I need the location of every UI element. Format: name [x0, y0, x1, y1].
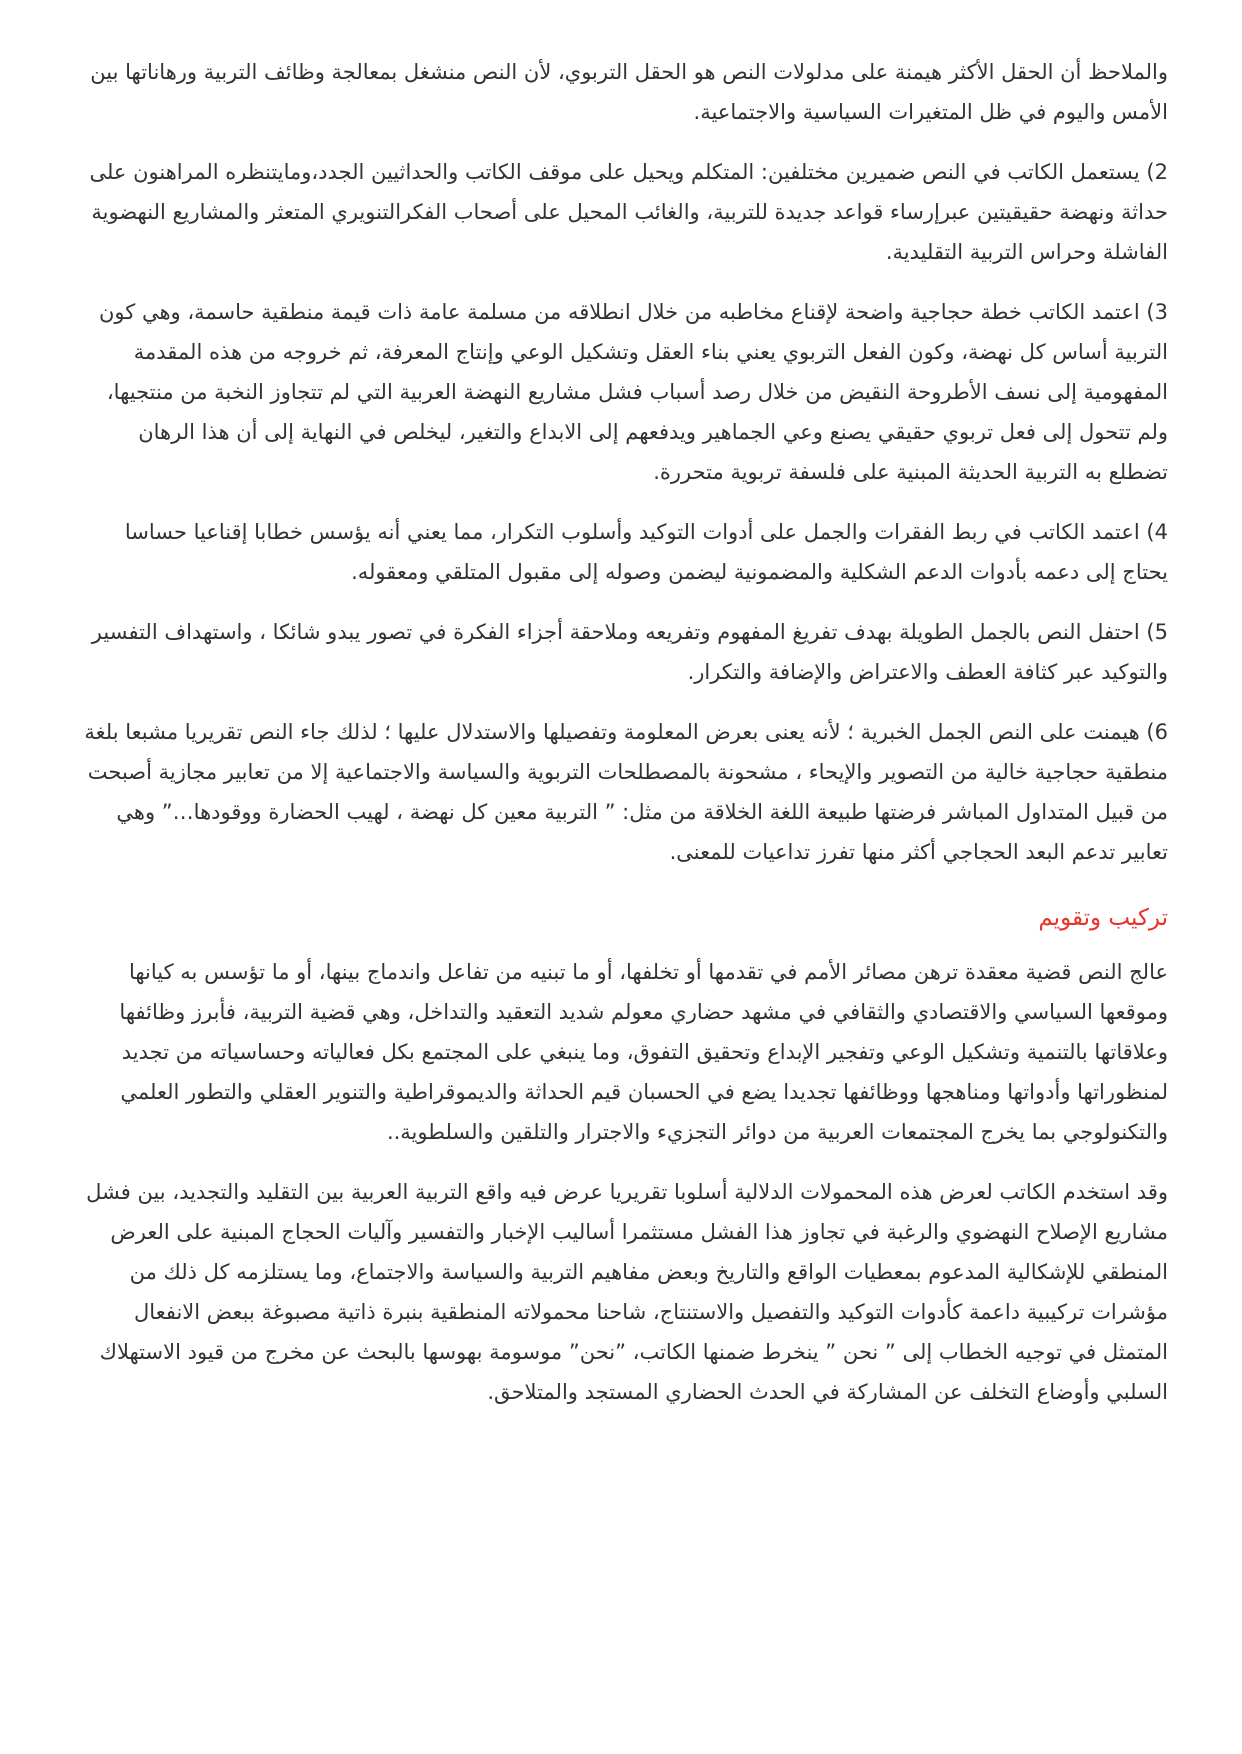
paragraph-point-2: 2) يستعمل الكاتب في النص ضميرين مختلفين: المتكلم ويحيل على موقف الكاتب والحداثيين الجدد،ومايتنظره المراهنون على حداثة ونهضة حقيقيتين عبرإرساء قواعد جديدة للتربية، والغائب المحيل على أصحاب الفكرالتنويري المتعثر والمشاريع النهضوية الفاشلة وحراس التربية التقليدية. [89, 160, 1168, 264]
paragraph-point-6: 6) هيمنت على النص الجمل الخبرية ؛ لأنه يعنى بعرض المعلومة وتفصيلها والاستدلال عليها ؛ لذلك جاء النص تقريريا مشبعا بلغة منطقية حجاجية خالية من التصوير والإيحاء ، مشحونة بالمصطلحات التربوية والسياسة والاجتماعية إلا من تعابير مجازية أصبحت من قبيل المتداول المباشر فرضتها طبيعة اللغة الخلاقة من مثل: ” التربية معين كل نهضة ، لهيب الحضارة ووقودها…” وهي تعابير تدعم البعد الحجاجي أكثر منها تفرز تداعيات للمعنى. [84, 720, 1168, 864]
paragraph-intro: والملاحظ أن الحقل الأكثر هيمنة على مدلولات النص هو الحقل التربوي، لأن النص منشغل بمعالجة وظائف التربية ورهاناتها بين الأمس واليوم في ظل المتغيرات السياسية والاجتماعية. [90, 60, 1168, 124]
paragraph-point-5: 5) احتفل النص بالجمل الطويلة بهدف تفريغ المفهوم وتفريعه وملاحقة أجزاء الفكرة في تصور يبدو شائكا ، واستهداف التفسير والتوكيد عبر كثافة العطف والاعتراض والإضافة والتكرار. [91, 620, 1168, 684]
paragraph-point-4: 4) اعتمد الكاتب في ربط الفقرات والجمل على أدوات التوكيد وأسلوب التكرار، مما يعني أنه يؤسس خطابا إقناعيا حساسا يحتاج إلى دعمه بأدوات الدعم الشكلية والمضمونية ليضمن وصوله إلى مقبول المتلقي ومعقوله. [124, 520, 1168, 584]
article-body [80, 52, 1168, 1432]
paragraph-synthesis-2: وقد استخدم الكاتب لعرض هذه المحمولات الدلالية أسلوبا تقريريا عرض فيه واقع التربية العربية بين التقليد والتجديد، بين فشل مشاريع الإصلاح النهضوي والرغبة في تجاوز هذا الفشل مستثمرا أساليب الإخبار والتفسير وآليات الحجاج المبنية على العرض المنطقي للإشكالية المدعوم بمعطيات الواقع والتاريخ وبعض مفاهيم التربية والسياسة والاجتماع، وما يستلزمه كل ذلك من مؤشرات تركيبية داعمة كأدوات التوكيد والتفصيل والاستنتاج، شاحنا محمولاته المنطقية بنبرة ذاتية مصبوغة ببعض الانفعال المتمثل في توجيه الخطاب إلى ” نحن ” ينخرط ضمنها الكاتب، ”نحن” موسومة بهوسها بالبحث عن مخرج من قيود الاستهلاك السلبي وأوضاع التخلف عن المشاركة في الحدث الحضاري المستجد والمتلاحق. [86, 1180, 1168, 1404]
section-heading-synthesis: تركيب وتقويم [1038, 905, 1168, 931]
paragraph-synthesis-1: عالج النص قضية معقدة ترهن مصائر الأمم في تقدمها أو تخلفها، أو ما تبنيه من تفاعل واندماج بينها، أو ما تؤسس به كيانها وموقعها السياسي والاقتصادي والثقافي في مشهد حضاري معولم شديد التعقيد والتداخل، وهي قضية التربية، فأبرز وظائفها وعلاقاتها بالتنمية وتشكيل الوعي وتفجير الإبداع وتحقيق التفوق، وما ينبغي على المجتمع بكل فعالياته وحساسياته من تجديد لمنظوراتها وأدواتها ومناهجها ووظائفها تجديدا يضع في الحسبان قيم الحداثة والديموقراطية والتنوير العقلي والتطور العلمي والتكنولوجي بما يخرج المجتمعات العربية من دوائر التجزيء والاجترار والتلقين والسلطوية.. [119, 960, 1168, 1144]
paragraph-point-3: 3) اعتمد الكاتب خطة حجاجية واضحة لإقناع مخاطبه من خلال انطلاقه من مسلمة عامة ذات قيمة منطقية حاسمة، وهي كون التربية أساس كل نهضة، وكون الفعل التربوي يعني بناء العقل وتشكيل الوعي وإنتاج المعرفة، ثم خروجه من هذه المقدمة المفهومية إلى نسف الأطروحة النقيض من خلال رصد أسباب فشل مشاريع النهضة العربية التي لم تتجاوز النخبة من منتجيها، ولم تتحول إلى فعل تربوي حقيقي يصنع وعي الجماهير ويدفعهم إلى الابداع والتغير، ليخلص في النهاية إلى أن هذا الرهان تضطلع به التربية الحديثة المبنية على فلسفة تربوية متحررة. [99, 300, 1168, 484]
